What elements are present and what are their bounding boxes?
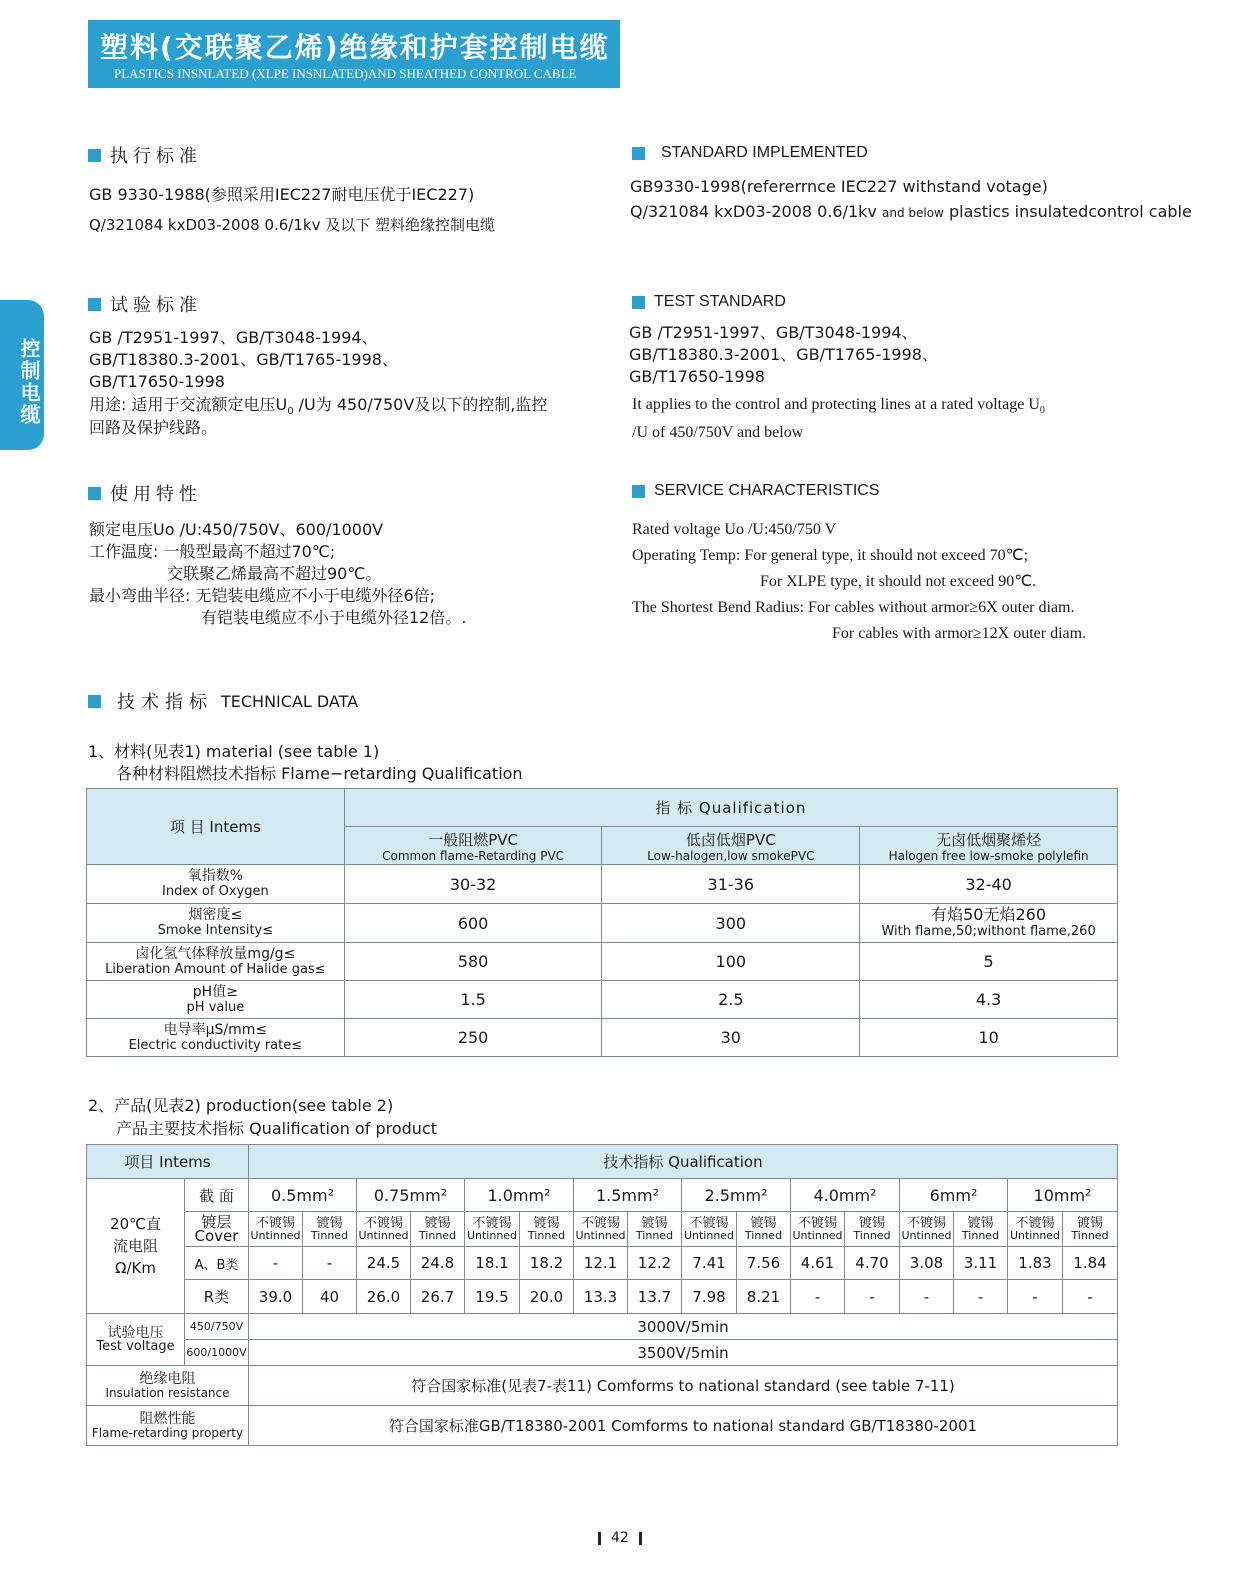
resistance-value: 12.1 [574, 1247, 628, 1280]
cover-type-cell: 不镀锡 Untinned [574, 1212, 628, 1247]
resistance-value: 8.21 [737, 1280, 791, 1314]
cover-type-cell: 不镀锡 Untinned [1008, 1212, 1063, 1247]
resistance-value: 1.83 [1008, 1247, 1063, 1280]
size-header: 0.5mm² [249, 1179, 357, 1212]
table-row: 镀层 Cover 不镀锡 Untinned 镀锡 Tinned 不镀锡 Untinned 镀锡 Tinned 不镀锡 Untinned 镀锡 Tinned 不镀锡 Untinned 镀锡 Tinned 不镀锡 Untinned 镀锡 Tinned 不镀锡 Untinned 镀锡 Tinned 不镀锡 Untinned 镀锡 Tinned 不镀锡 Untinned 镀锡 Tinned [87, 1212, 1118, 1247]
resistance-value: - [1008, 1280, 1063, 1314]
standard-cn-line-2: Q/321084 kxD03-2008 0.6/1kv 及以下 塑料绝缘控制电缆 [89, 216, 495, 234]
square-bullet-icon [88, 695, 101, 708]
resistance-value: - [845, 1280, 900, 1314]
resistance-value: 3.08 [900, 1247, 954, 1280]
cover-type-cell: 镀锡 Tinned [520, 1212, 574, 1247]
service-cn-line-2: 工作温度: 一般型最高不超过70℃; [89, 542, 336, 561]
cover-type-cell: 镀锡 Tinned [845, 1212, 900, 1247]
resistance-label: 20℃直 流电阻 Ω/Km [87, 1179, 185, 1314]
title-banner [88, 20, 620, 88]
size-header: 4.0mm² [791, 1179, 900, 1212]
resistance-value: 3.11 [954, 1247, 1008, 1280]
production-table [86, 1144, 1118, 1446]
test-cn-line-1: GB /T2951-1997、GB/T3048-1994、 [89, 328, 378, 347]
resistance-value: - [791, 1280, 845, 1314]
table-row: 绝缘电阻 Insulation resistance 符合国家标准(见表7-表11) Comforms to national standard (see table 7-11) [87, 1366, 1118, 1406]
test-en-usage-2: /U of 450/750V and below [632, 424, 804, 441]
table1-col-header: 一般阻燃PVC Common flame-Retarding PVC [344, 827, 602, 865]
material-line-2: 各种材料阻燃技术指标 Flame−retarding Qualification [116, 764, 523, 783]
standard-en-line-2: Q/321084 kxD03-2008 0.6/1kv and below plastics insulatedcontrol cable [630, 202, 1192, 221]
cover-type-cell: 不镀锡 Untinned [465, 1212, 520, 1247]
test-cn-line-2: GB/T18380.3-2001、GB/T1765-1998、 [89, 350, 398, 369]
square-bullet-icon [88, 149, 101, 162]
service-cn-line-3: 交联聚乙烯最高不超过90℃。 [167, 564, 382, 583]
table1-col-header: 无卤低烟聚烯烃 Halogen free low-smoke polylefin [860, 827, 1118, 865]
page-bar-left [598, 1532, 601, 1545]
resistance-value: 1.84 [1063, 1247, 1118, 1280]
test-cn-line-3: GB/T17650-1998 [89, 372, 225, 391]
cover-type-cell: 不镀锡 Untinned [357, 1212, 411, 1247]
test-en-line-3: GB/T17650-1998 [629, 367, 765, 386]
size-header: 1.0mm² [465, 1179, 574, 1212]
resistance-value: 18.1 [465, 1247, 520, 1280]
test-heading-en: TEST STANDARD [632, 293, 786, 311]
square-bullet-icon [88, 298, 101, 311]
resistance-value: 4.61 [791, 1247, 845, 1280]
square-bullet-icon [632, 296, 645, 309]
table-row: R类 39.0 40 26.0 26.7 19.5 20.0 13.3 13.7 7.98 8.21 - - - - - - [87, 1280, 1118, 1314]
resistance-value: 39.0 [249, 1280, 303, 1314]
page-number: 42 [588, 1530, 652, 1546]
service-cn-line-4: 最小弯曲半径: 无铠装电缆应不小于电缆外径6倍; [89, 586, 436, 605]
table-row: 试验电压 Test voltage 450/750V 3000V/5min [87, 1314, 1118, 1340]
resistance-value: 4.70 [845, 1247, 900, 1280]
table2-item-header: 项目 Intems [87, 1145, 249, 1179]
material-line-1: 1、材料(见表1) material (see table 1) [88, 742, 380, 761]
size-header: 0.75mm² [357, 1179, 465, 1212]
table-row: 电导率μS/mm≤ Electric conductivity rate≤ 250 30 10 [87, 1019, 1118, 1057]
table-row: 卤化氢气体释放量mg/g≤ Liberation Amount of Halide gas≤ 580 100 5 [87, 943, 1118, 981]
resistance-value: - [303, 1247, 357, 1280]
size-header: 6mm² [900, 1179, 1008, 1212]
cover-type-cell: 镀锡 Tinned [737, 1212, 791, 1247]
cover-type-cell: 镀锡 Tinned [954, 1212, 1008, 1247]
test-en-line-2: GB/T18380.3-2001、GB/T1765-1998、 [629, 345, 938, 364]
size-header: 1.5mm² [574, 1179, 682, 1212]
standard-en-line-1: GB9330-1998(refererrnce IEC227 withstand votage) [630, 177, 1048, 196]
standard-heading-cn: 执行标准 [88, 142, 202, 168]
standard-heading-en: STANDARD IMPLEMENTED [632, 144, 868, 162]
resistance-value: 12.2 [628, 1247, 682, 1280]
cover-type-cell: 不镀锡 Untinned [682, 1212, 737, 1247]
square-bullet-icon [88, 487, 101, 500]
table-row: 600/1000V 3500V/5min [87, 1340, 1118, 1366]
resistance-value: 24.5 [357, 1247, 411, 1280]
resistance-value: - [900, 1280, 954, 1314]
service-heading-cn: 使用特性 [88, 480, 202, 506]
resistance-value: 13.7 [628, 1280, 682, 1314]
resistance-value: 19.5 [465, 1280, 520, 1314]
square-bullet-icon [632, 485, 645, 498]
resistance-value: 7.41 [682, 1247, 737, 1280]
resistance-value: - [954, 1280, 1008, 1314]
table-row: pH值≥ pH value 1.5 2.5 4.3 [87, 981, 1118, 1019]
resistance-value: 40 [303, 1280, 357, 1314]
size-header: 10mm² [1008, 1179, 1118, 1212]
resistance-value: 18.2 [520, 1247, 574, 1280]
service-cn-line-1: 额定电压Uo /U:450/750V、600/1000V [89, 520, 384, 539]
test-cn-usage: 用途: 适用于交流额定电压$U_0$ /U为 450/750V及以下的控制,监控 [89, 395, 548, 418]
square-bullet-icon [632, 147, 645, 160]
table1-col-header: 低卤低烟PVC Low-halogen,low smokePVC [602, 827, 860, 865]
service-cn-line-5: 有铠装电缆应不小于电缆外径12倍。. [201, 608, 467, 627]
title-cn: 塑料(交联聚乙烯)绝缘和护套控制电缆 [100, 31, 610, 64]
resistance-value: 24.8 [411, 1247, 465, 1280]
resistance-value: 20.0 [520, 1280, 574, 1314]
test-heading-cn: 试验标准 [88, 291, 202, 317]
test-cn-usage-2: 回路及保护线路。 [89, 418, 218, 437]
cover-type-cell: 不镀锡 Untinned [249, 1212, 303, 1247]
cover-type-cell: 镀锡 Tinned [628, 1212, 682, 1247]
table1-item-header: 项 目 Intems [87, 789, 345, 865]
side-tab-control-cable: 控制电缆 [0, 300, 44, 450]
standard-cn-line-1: GB 9330-1988(参照采用IEC227耐电压优于IEC227) [89, 185, 475, 204]
resistance-value: - [1063, 1280, 1118, 1314]
material-table [86, 788, 1118, 1057]
service-en-line-4: The Shortest Bend Radius: For cables without armor≥6X outer diam. [632, 599, 1075, 616]
production-line-1: 2、产品(见表2) production(see table 2) [88, 1096, 394, 1115]
production-line-2: 产品主要技术指标 Qualification of product [116, 1119, 437, 1138]
resistance-value: - [249, 1247, 303, 1280]
service-en-line-5: For cables with armor≥12X outer diam. [832, 625, 1087, 642]
resistance-value: 7.98 [682, 1280, 737, 1314]
test-en-usage: It applies to the control and protecting lines at a rated voltage $U_0$ [632, 396, 1045, 417]
resistance-value: 7.56 [737, 1247, 791, 1280]
table2-qual-header: 技术指标 Qualification [249, 1145, 1118, 1179]
service-en-line-1: Rated voltage Uo /U:450/750 V [632, 521, 837, 538]
service-en-line-2: Operating Temp: For general type, it should not exceed 70℃; [632, 547, 1029, 564]
cover-type-cell: 不镀锡 Untinned [900, 1212, 954, 1247]
size-header: 2.5mm² [682, 1179, 791, 1212]
cover-type-cell: 不镀锡 Untinned [791, 1212, 845, 1247]
resistance-value: 13.3 [574, 1280, 628, 1314]
table-row: 20℃直 流电阻 Ω/Km 截 面 0.5mm² 0.75mm² 1.0mm² 1.5mm² 2.5mm² 4.0mm² 6mm² 10mm² [87, 1179, 1118, 1212]
table-row: 阻燃性能 Flame-retarding property 符合国家标准GB/T18380-2001 Comforms to national standard GB/T18380-2001 [87, 1406, 1118, 1446]
service-heading-en: SERVICE CHARACTERISTICS [632, 482, 880, 500]
test-en-line-1: GB /T2951-1997、GB/T3048-1994、 [629, 323, 918, 342]
technical-heading: 技术指标 TECHNICAL DATA [88, 688, 358, 714]
cover-type-cell: 镀锡 Tinned [411, 1212, 465, 1247]
cover-type-cell: 镀锡 Tinned [1063, 1212, 1118, 1247]
table-row: A、B类 - - 24.5 24.8 18.1 18.2 12.1 12.2 7.41 7.56 4.61 4.70 3.08 3.11 1.83 1.84 [87, 1247, 1118, 1280]
page-bar-right [639, 1532, 642, 1545]
table-row: 氧指数% Index of Oxygen 30-32 31-36 32-40 [87, 865, 1118, 904]
table1-qual-header: 指 标 Qualification [344, 789, 1117, 827]
resistance-value: 26.0 [357, 1280, 411, 1314]
table-row: 烟密度≤ Smoke Intensity≤ 600 300 有焰50无焰260 With flame,50;withont flame,260 [87, 904, 1118, 943]
resistance-value: 26.7 [411, 1280, 465, 1314]
cover-type-cell: 镀锡 Tinned [303, 1212, 357, 1247]
title-en: PLASTICS INSNLATED (XLPE INSNLATED)AND SHEATHED CONTROL CABLE [114, 66, 577, 81]
service-en-line-3: For XLPE type, it should not exceed 90℃. [760, 573, 1037, 590]
